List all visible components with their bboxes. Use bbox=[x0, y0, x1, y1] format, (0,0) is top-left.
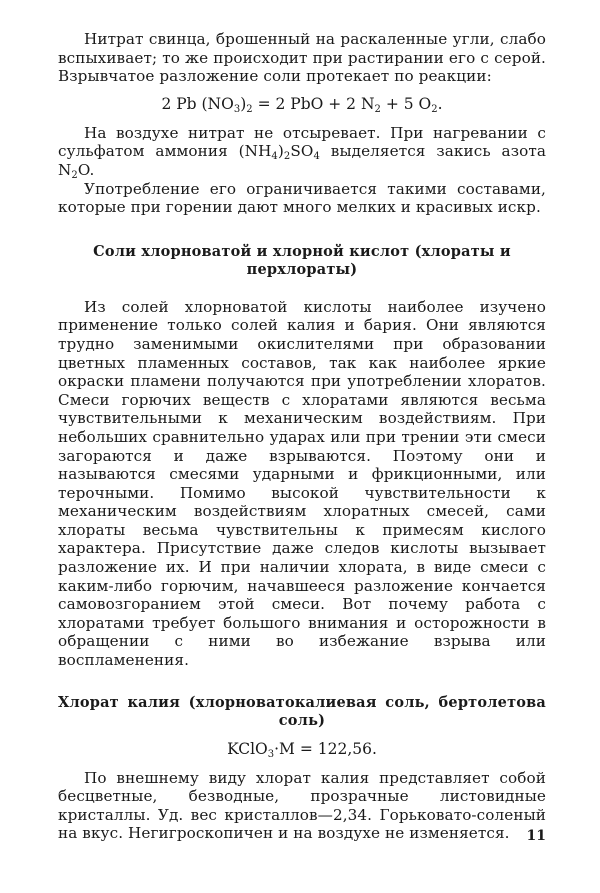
subscript: 2 bbox=[71, 169, 78, 181]
paragraph-chlorates: Из солей хлорноватой кислоты наиболее изучено применение только солей калия и бария. Они являются трудно заменимыми окислителями при образовании цветных пламенных составов, так как наиболее яркие окраски пламени получаются при употреблении хлоратов. Смеси горючих веществ с хлоратами являются весьма чувствительными к механическим воздействиям. При небольших сравнительно ударах или при трении эти смеси загораются и даже взрываются. Поэтому они и называются смесями ударными и фрикционными, или терочными. Помимо высокой чувствительности к механическим воздействиям хлоратных смесей, сами хлораты весьма чувствительны к примесям кислого характера. Присутствие даже следов кислоты вызывает разложение их. И при наличии хлората, в виде смеси с каким-либо горючим, начавшееся разложение кончается самовозгоранием этой смеси. Вот почему работа с хлоратами требует большого внимания и осторожности в обращении с ними во избежание взрыва или воспламенения. bbox=[58, 297, 546, 670]
section-heading-chlorates: Соли хлорноватой и хлорной кислот (хлораты и перхлораты) bbox=[93, 242, 511, 279]
formula-part: ·M = 122,56. bbox=[274, 739, 377, 758]
paragraph-appearance: По внешнему виду хлорат калия представляет собой бесцветные, безводные, прозрачные листовидные кристаллы. Уд. вес кристаллов—2,34. Горьковато-соленый на вкус. Негигроскопичен и на воздухе не изменяется. bbox=[58, 768, 546, 843]
molecular-weight-formula bbox=[58, 739, 546, 759]
subscript: 4 bbox=[271, 151, 278, 163]
paragraph-usage: Употребление его ограничивается такими составами, которые при горении дают много мелких и красивых искр. bbox=[58, 179, 546, 217]
formula-part: KClO bbox=[227, 739, 268, 758]
text-part: SO bbox=[290, 142, 314, 161]
formula-part: = 2 PbO + 2 N bbox=[252, 94, 375, 113]
subscript: 4 bbox=[313, 151, 320, 163]
subscript: 2 bbox=[283, 151, 291, 163]
formula-subscript: 3 bbox=[267, 748, 275, 760]
page-content bbox=[58, 30, 546, 843]
formula-part: . bbox=[437, 94, 443, 113]
formula-subscript: 2 bbox=[246, 103, 253, 115]
paragraph-lead-nitrate: Нитрат свинца, брошенный на раскаленные угли, слабо вспыхивает; то же происходит при растирании его с серой. Взрывчатое разложение соли протекает по реакции: bbox=[58, 30, 546, 86]
formula-subscript: 3 bbox=[233, 103, 241, 115]
formula-subscript: 2 bbox=[431, 103, 438, 115]
formula-part: ) bbox=[240, 94, 247, 113]
text-part: O. bbox=[77, 160, 95, 179]
page-number: 11 bbox=[526, 828, 546, 844]
formula-part: + 5 O bbox=[380, 94, 432, 113]
paragraph-air-stability bbox=[58, 124, 546, 180]
text-part: ) bbox=[277, 142, 284, 161]
section-heading-potassium-chlorate: Хлорат калия (хлорноватокалиевая соль, бертолетова соль) bbox=[58, 693, 546, 730]
text-part: выделяется закись азота N bbox=[58, 142, 546, 179]
formula-part: 2 Pb (NO bbox=[161, 94, 234, 113]
text-part: На воздухе нитрат не отсыревает. При нагревании с сульфатом аммония (NH bbox=[58, 123, 546, 161]
reaction-formula bbox=[58, 94, 546, 114]
formula-subscript: 2 bbox=[374, 103, 381, 115]
